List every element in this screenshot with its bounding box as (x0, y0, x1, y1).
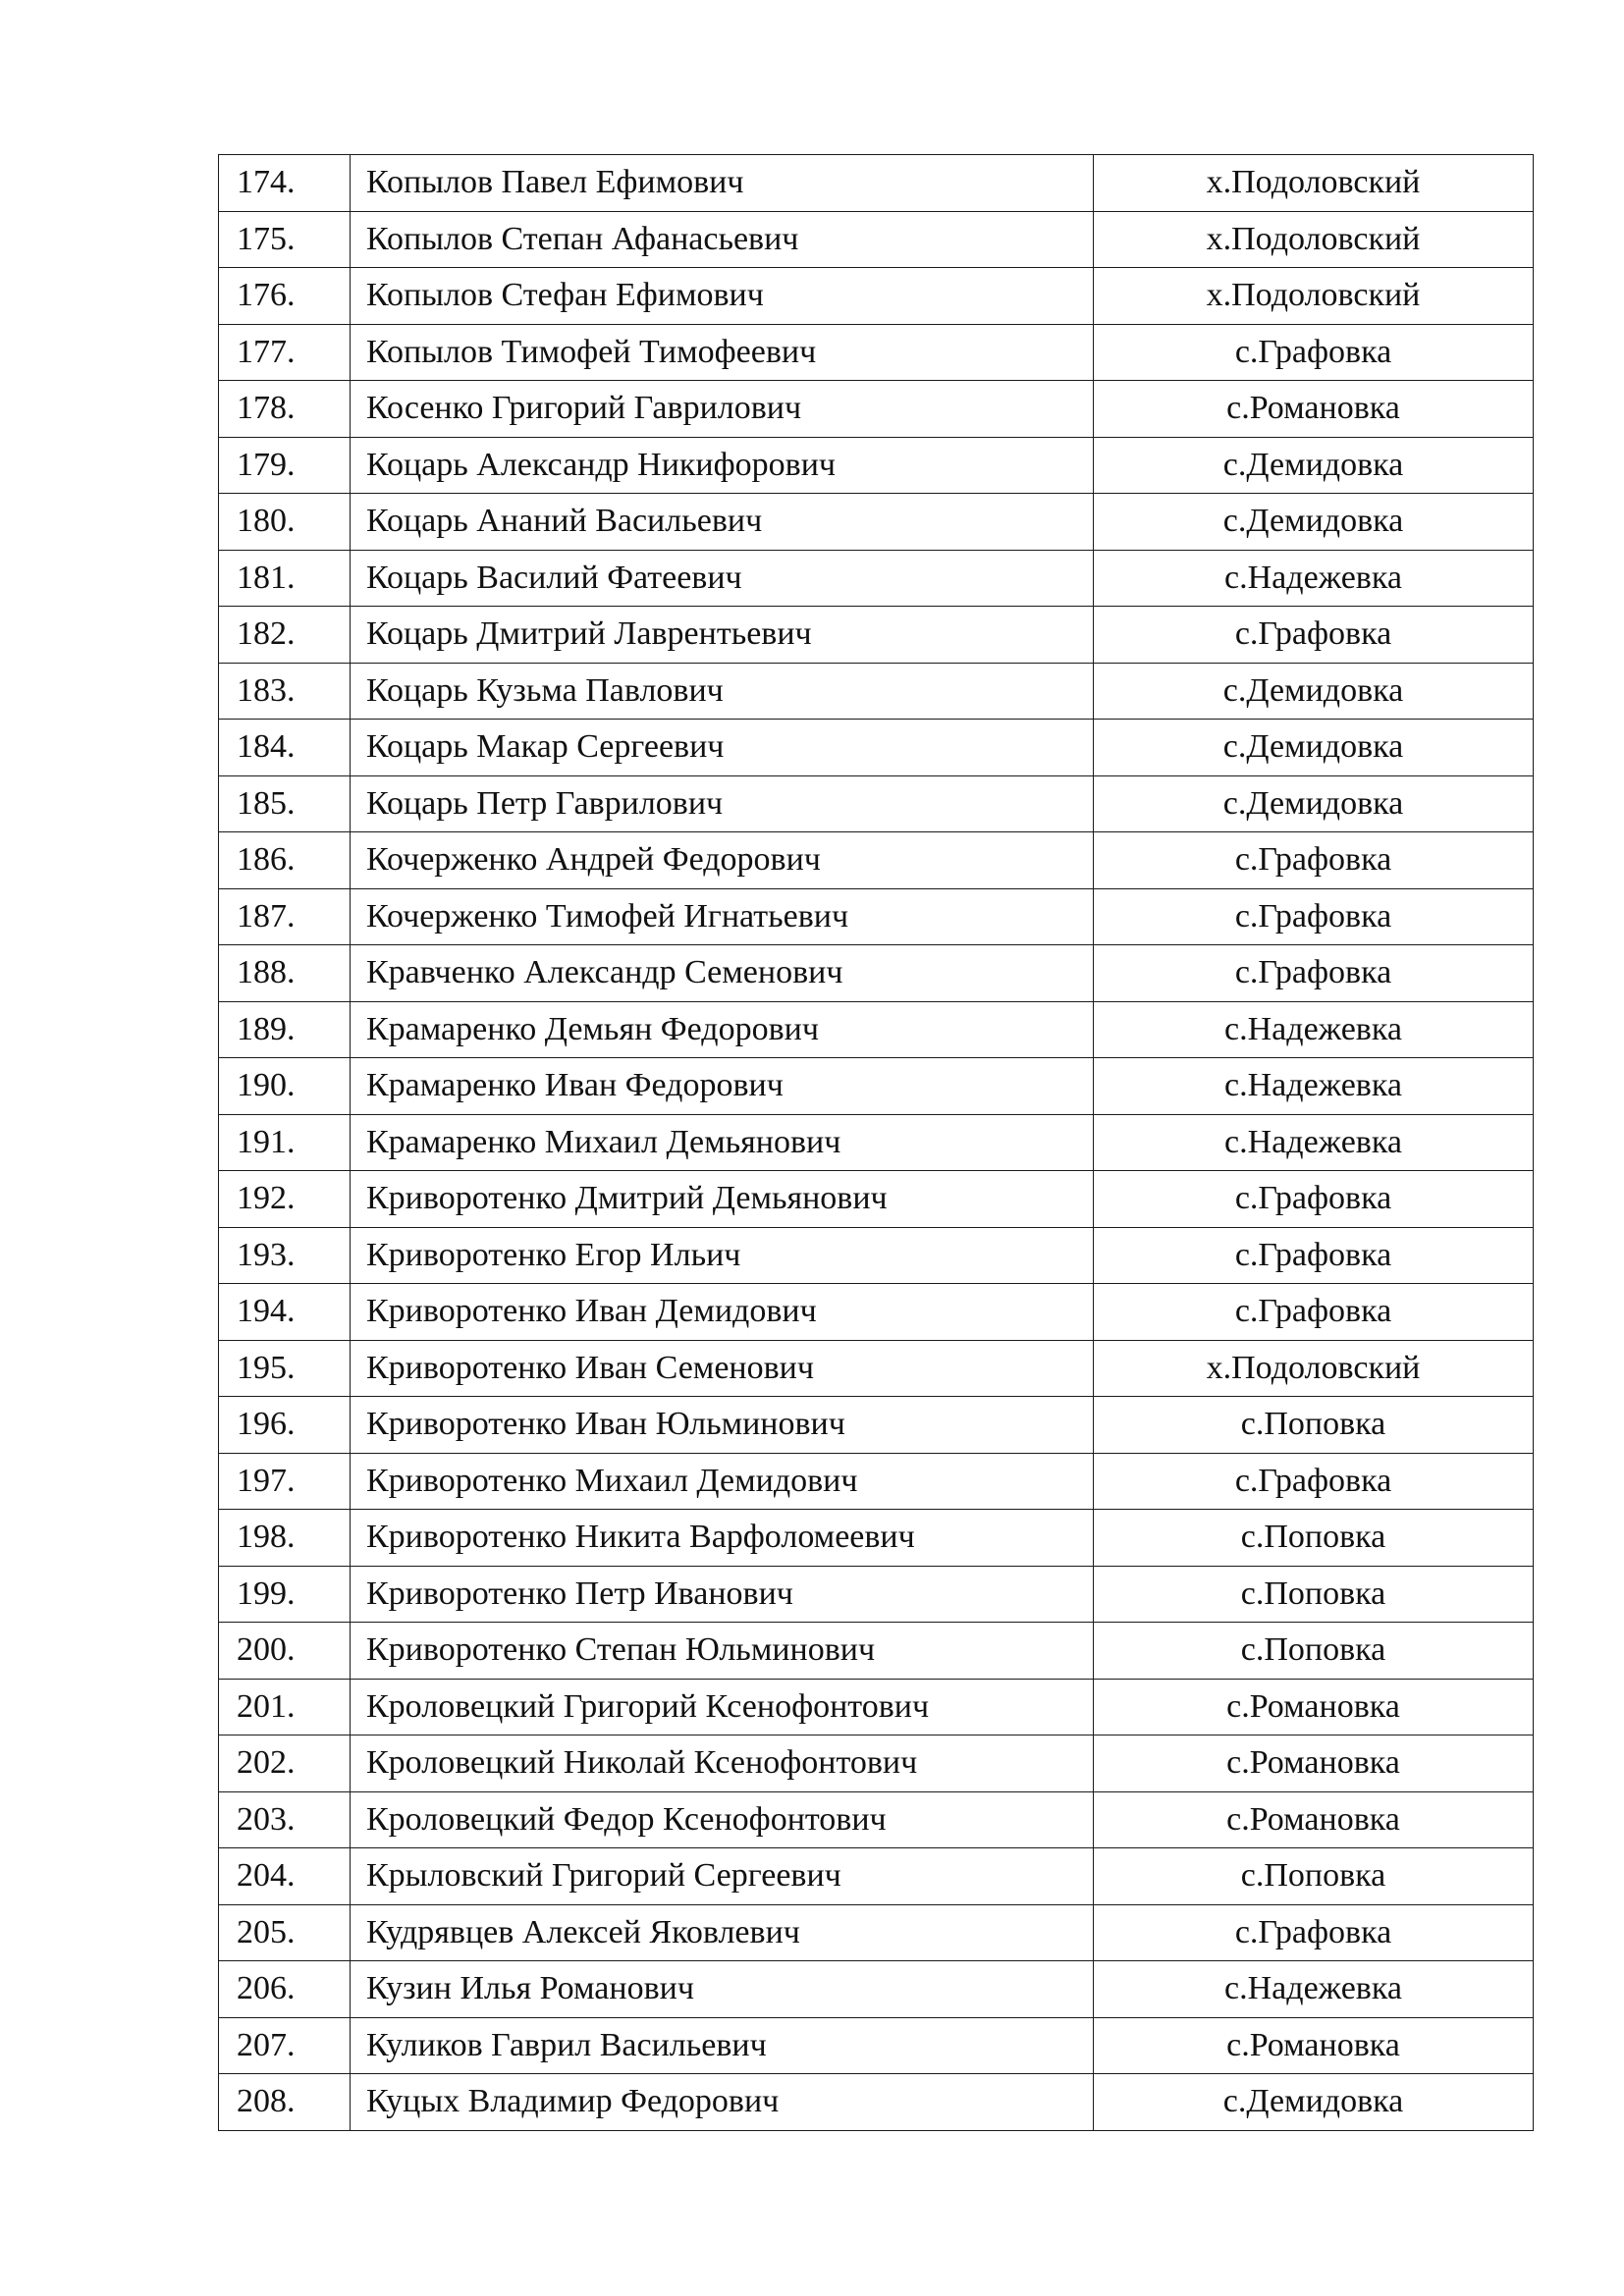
row-number: 181. (219, 550, 351, 607)
settlement-name: х.Подоловский (1094, 268, 1534, 325)
person-name: Крамаренко Михаил Демьянович (351, 1114, 1094, 1171)
table-row (219, 211, 1534, 268)
person-name: Криворотенко Михаил Демидович (351, 1453, 1094, 1510)
settlement-name: с.Графовка (1094, 1171, 1534, 1228)
row-number: 186. (219, 832, 351, 889)
table-row (219, 1566, 1534, 1623)
table-row (219, 1679, 1534, 1735)
settlement-name: с.Графовка (1094, 1904, 1534, 1961)
table-row (219, 1171, 1534, 1228)
person-name: Кроловецкий Григорий Ксенофонтович (351, 1679, 1094, 1735)
row-number: 178. (219, 381, 351, 438)
table-row (219, 268, 1534, 325)
person-name: Кроловецкий Федор Ксенофонтович (351, 1791, 1094, 1848)
row-number: 200. (219, 1623, 351, 1680)
settlement-name: с.Надежевка (1094, 1058, 1534, 1115)
person-name: Косенко Григорий Гаврилович (351, 381, 1094, 438)
person-name: Криворотенко Иван Юльминович (351, 1397, 1094, 1454)
row-number: 182. (219, 607, 351, 664)
row-number: 191. (219, 1114, 351, 1171)
table-row (219, 720, 1534, 776)
person-name: Криворотенко Петр Иванович (351, 1566, 1094, 1623)
person-name: Коцарь Кузьма Павлович (351, 663, 1094, 720)
settlement-name: с.Романовка (1094, 2017, 1534, 2074)
settlement-name: с.Демидовка (1094, 663, 1534, 720)
person-name: Кравченко Александр Семенович (351, 945, 1094, 1002)
person-name: Крыловский Григорий Сергеевич (351, 1848, 1094, 1905)
person-name: Коцарь Василий Фатеевич (351, 550, 1094, 607)
row-number: 185. (219, 775, 351, 832)
table-row (219, 1848, 1534, 1905)
row-number: 188. (219, 945, 351, 1002)
settlement-name: х.Подоловский (1094, 211, 1534, 268)
settlement-name: с.Романовка (1094, 1791, 1534, 1848)
table-row (219, 775, 1534, 832)
table-row (219, 1791, 1534, 1848)
settlement-name: с.Поповка (1094, 1623, 1534, 1680)
settlement-name: с.Графовка (1094, 945, 1534, 1002)
settlement-name: с.Демидовка (1094, 437, 1534, 494)
person-name: Кузин Илья Романович (351, 1961, 1094, 2018)
table-row (219, 1623, 1534, 1680)
settlement-name: с.Графовка (1094, 1227, 1534, 1284)
table-row (219, 945, 1534, 1002)
person-name: Коцарь Макар Сергеевич (351, 720, 1094, 776)
person-name: Крамаренко Иван Федорович (351, 1058, 1094, 1115)
settlement-name: с.Демидовка (1094, 720, 1534, 776)
settlement-name: с.Надежевка (1094, 1961, 1534, 2018)
settlement-name: с.Поповка (1094, 1510, 1534, 1567)
table-row (219, 1114, 1534, 1171)
table-row (219, 832, 1534, 889)
row-number: 180. (219, 494, 351, 551)
person-name: Копылов Тимофей Тимофеевич (351, 324, 1094, 381)
table-row (219, 381, 1534, 438)
person-name: Кудрявцев Алексей Яковлевич (351, 1904, 1094, 1961)
person-name: Куликов Гаврил Васильевич (351, 2017, 1094, 2074)
table-row (219, 1397, 1534, 1454)
row-number: 177. (219, 324, 351, 381)
person-name: Криворотенко Иван Семенович (351, 1340, 1094, 1397)
row-number: 196. (219, 1397, 351, 1454)
table-row (219, 1961, 1534, 2018)
person-name: Крамаренко Демьян Федорович (351, 1001, 1094, 1058)
settlement-name: с.Графовка (1094, 832, 1534, 889)
row-number: 202. (219, 1735, 351, 1792)
row-number: 198. (219, 1510, 351, 1567)
table-row (219, 2017, 1534, 2074)
person-name: Кочерженко Тимофей Игнатьевич (351, 888, 1094, 945)
table-row (219, 1453, 1534, 1510)
settlement-name: с.Поповка (1094, 1566, 1534, 1623)
settlement-name: с.Романовка (1094, 381, 1534, 438)
table-row (219, 1227, 1534, 1284)
row-number: 174. (219, 155, 351, 212)
person-name: Криворотенко Никита Варфоломеевич (351, 1510, 1094, 1567)
settlement-name: х.Подоловский (1094, 155, 1534, 212)
names-table-body (219, 155, 1534, 2131)
row-number: 189. (219, 1001, 351, 1058)
table-row (219, 1058, 1534, 1115)
table-row (219, 1735, 1534, 1792)
person-name: Кочерженко Андрей Федорович (351, 832, 1094, 889)
settlement-name: с.Поповка (1094, 1848, 1534, 1905)
table-row (219, 1510, 1534, 1567)
table-row (219, 1904, 1534, 1961)
settlement-name: с.Демидовка (1094, 775, 1534, 832)
row-number: 207. (219, 2017, 351, 2074)
settlement-name: с.Графовка (1094, 1284, 1534, 1341)
table-row (219, 663, 1534, 720)
person-name: Коцарь Дмитрий Лаврентьевич (351, 607, 1094, 664)
settlement-name: с.Романовка (1094, 1679, 1534, 1735)
person-name: Кроловецкий Николай Ксенофонтович (351, 1735, 1094, 1792)
row-number: 205. (219, 1904, 351, 1961)
table-row (219, 437, 1534, 494)
row-number: 179. (219, 437, 351, 494)
table-row (219, 1340, 1534, 1397)
settlement-name: с.Демидовка (1094, 2074, 1534, 2131)
row-number: 208. (219, 2074, 351, 2131)
table-row (219, 607, 1534, 664)
row-number: 190. (219, 1058, 351, 1115)
person-name: Копылов Павел Ефимович (351, 155, 1094, 212)
person-name: Коцарь Петр Гаврилович (351, 775, 1094, 832)
row-number: 203. (219, 1791, 351, 1848)
person-name: Криворотенко Степан Юльминович (351, 1623, 1094, 1680)
person-name: Копылов Стефан Ефимович (351, 268, 1094, 325)
settlement-name: с.Поповка (1094, 1397, 1534, 1454)
settlement-name: с.Графовка (1094, 607, 1534, 664)
row-number: 195. (219, 1340, 351, 1397)
settlement-name: с.Графовка (1094, 324, 1534, 381)
table-row (219, 1001, 1534, 1058)
row-number: 199. (219, 1566, 351, 1623)
settlement-name: с.Надежевка (1094, 1001, 1534, 1058)
person-name: Коцарь Александр Никифорович (351, 437, 1094, 494)
person-name: Криворотенко Дмитрий Демьянович (351, 1171, 1094, 1228)
person-name: Криворотенко Иван Демидович (351, 1284, 1094, 1341)
table-row (219, 550, 1534, 607)
settlement-name: с.Графовка (1094, 888, 1534, 945)
table-row (219, 888, 1534, 945)
row-number: 201. (219, 1679, 351, 1735)
table-row (219, 494, 1534, 551)
row-number: 175. (219, 211, 351, 268)
names-table (218, 154, 1534, 2131)
row-number: 187. (219, 888, 351, 945)
row-number: 184. (219, 720, 351, 776)
row-number: 204. (219, 1848, 351, 1905)
settlement-name: с.Надежевка (1094, 550, 1534, 607)
person-name: Криворотенко Егор Ильич (351, 1227, 1094, 1284)
settlement-name: х.Подоловский (1094, 1340, 1534, 1397)
row-number: 206. (219, 1961, 351, 2018)
row-number: 192. (219, 1171, 351, 1228)
settlement-name: с.Демидовка (1094, 494, 1534, 551)
settlement-name: с.Надежевка (1094, 1114, 1534, 1171)
row-number: 197. (219, 1453, 351, 1510)
table-row (219, 1284, 1534, 1341)
row-number: 194. (219, 1284, 351, 1341)
table-row (219, 155, 1534, 212)
person-name: Куцых Владимир Федорович (351, 2074, 1094, 2131)
row-number: 176. (219, 268, 351, 325)
row-number: 183. (219, 663, 351, 720)
settlement-name: с.Графовка (1094, 1453, 1534, 1510)
person-name: Копылов Степан Афанасьевич (351, 211, 1094, 268)
table-row (219, 324, 1534, 381)
row-number: 193. (219, 1227, 351, 1284)
settlement-name: с.Романовка (1094, 1735, 1534, 1792)
table-row (219, 2074, 1534, 2131)
person-name: Коцарь Ананий Васильевич (351, 494, 1094, 551)
